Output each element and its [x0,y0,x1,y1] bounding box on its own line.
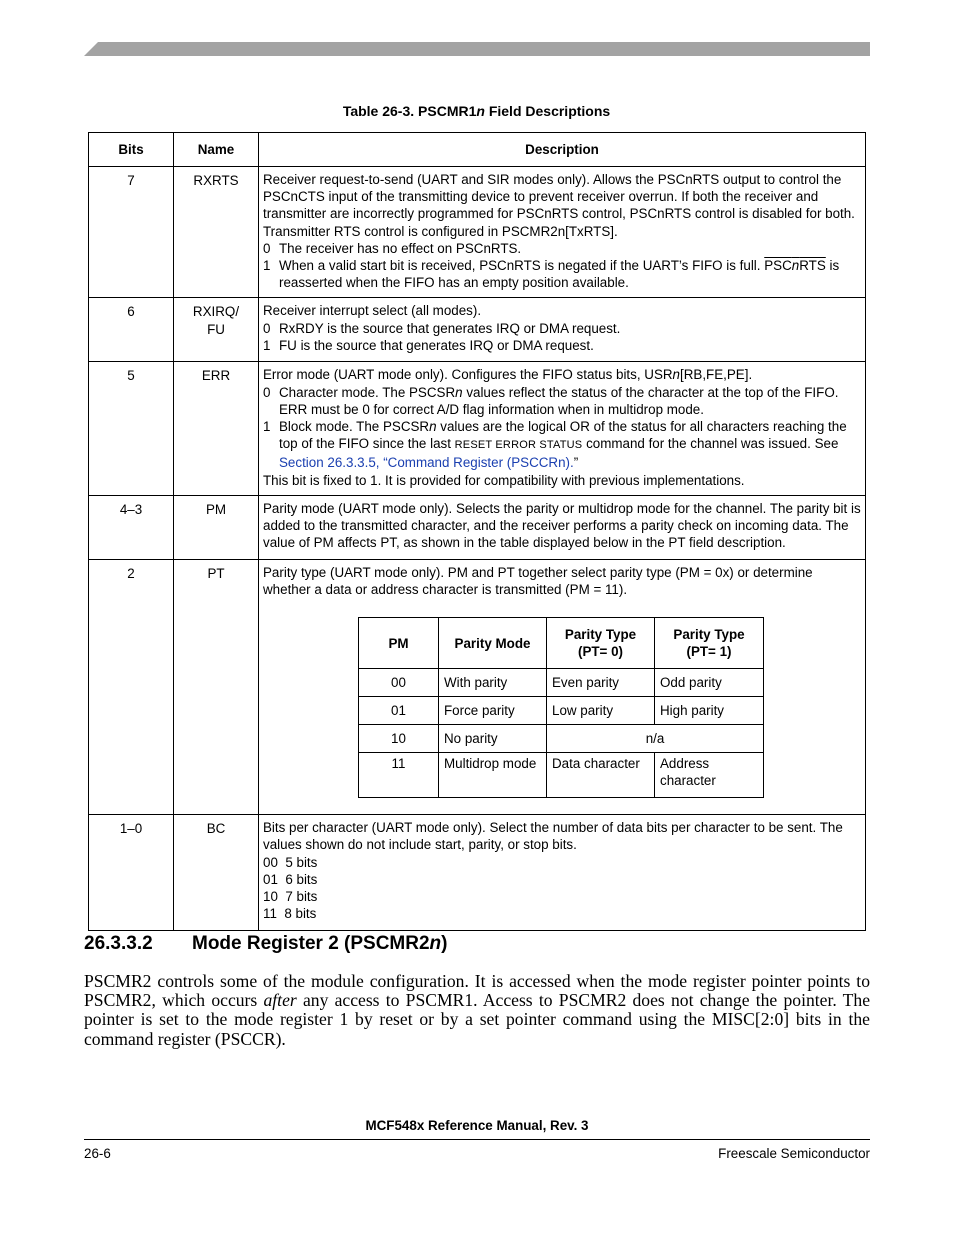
list-item: 10 7 bits [263,889,318,905]
parity-pm: 01 [359,697,439,725]
description-cell [259,362,866,495]
parity-pt0: Even parity [547,669,655,697]
footer-title: MCF548x Reference Manual, Rev. 3 [365,1118,589,1133]
parity-row [359,725,764,753]
footer-company: Freescale Semiconductor [718,1146,870,1161]
section-heading: 26.3.3.2 Mode Register 2 (PSCMR2n) [84,933,448,954]
parity-header-mode: Parity Mode [439,618,547,669]
table-row [89,298,866,362]
name-cell: PM [174,495,259,559]
parity-merged: n/a [547,725,764,753]
bits-cell: 4–3 [89,495,174,559]
name-cell: RXRTS [174,167,259,298]
list-item: 1 When a valid start bit is received, PSCnRTS is negated if the UART’s FIFO is full. PSCnRTS is reasserted when the FIFO has an empty position available. [263,258,840,291]
description-cell [259,167,866,298]
parity-header-row [359,618,764,669]
table-row [89,167,866,298]
bits-cell: 2 [89,559,174,814]
bits-cell: 5 [89,362,174,495]
parity-table [358,617,764,798]
parity-pt1: Odd parity [655,669,764,697]
list-item: 1 FU is the source that generates IRQ or DMA request. [263,337,594,353]
header-description: Description [259,133,866,167]
parity-pt1: High parity [655,697,764,725]
parity-pm: 00 [359,669,439,697]
table-caption: Table 26-3. PSCMR1n Field Descriptions [342,103,611,119]
table-row [89,559,866,814]
list-item: 01 6 bits [263,871,318,887]
field-descriptions-table [88,132,866,931]
description-cell [259,495,866,559]
description-text: Parity type (UART mode only). PM and PT together select parity type (PM = 0x) or determine whether a data or address character is transmitted (PM = 11). [263,564,813,598]
description-cell [259,559,866,814]
bits-cell: 6 [89,298,174,362]
header-bar [84,42,870,56]
name-cell: ERR [174,362,259,495]
table-row [89,815,866,931]
parity-header-pt1: Parity Type (PT= 1) [655,618,764,669]
footer-divider [84,1139,870,1140]
parity-mode: No parity [439,725,547,753]
parity-row [359,669,764,697]
description-text: Parity mode (UART mode only). Selects the parity or multidrop mode for the channel. The parity bit is added to the transmitted character, and the receiver performs a parity check on incoming data. The value of PM affects PT, as shown in the table displayed below in the PT field description. [263,500,861,551]
parity-pt0: Low parity [547,697,655,725]
header-bits: Bits [89,133,174,167]
description-cell [259,298,866,362]
list-item: 0 Character mode. The PSCSRn values reflect the status of the character at the top of the FIFO. ERR must be 0 for correct A/D flag information when in multidrop mode. [263,384,839,417]
bits-cell: 7 [89,167,174,298]
parity-pm: 11 [359,753,439,798]
description-text: Receiver request-to-send (UART and SIR modes only). Allows the PSCnRTS output to control the PSCnCTS input of the transmitting device to prevent receiver overrun. If both the receiver and transmitter are incorrectly programmed for PSCnRTS control, PSCnRTS control is disabled for both. Transmitter RTS control is configured in PSCMR2n[TxRTS]. [263,172,855,239]
overlined-signal: PSCnRTS [764,258,826,274]
parity-mode: Force parity [439,697,547,725]
parity-pt0: Data character [547,753,655,798]
parity-pt1: Address character [655,753,764,798]
note-text: This bit is fixed to 1. It is provided for compatibility with previous implementations. [263,472,745,488]
name-cell: BC [174,815,259,931]
name-cell: RXIRQ/ FU [174,298,259,362]
description-text: Bits per character (UART mode only). Select the number of data bits per character to be sent. The values shown do not include start, parity, or stop bits. [263,820,843,853]
description-cell [259,815,866,931]
description-text: Error mode (UART mode only). Configures the FIFO status bits, USRn[RB,FE,PE]. [263,367,753,383]
parity-mode: With parity [439,669,547,697]
list-item: 1 Block mode. The PSCSRn values are the logical OR of the status for all characters reaching the top of the FIFO since the last RESET ERROR STATUS command for the channel was issued. See Section 26.3.3.5, “Command Register (PSCCRn).” [263,419,847,471]
parity-header-pm: PM [359,618,439,669]
parity-header-pt0: Parity Type (PT= 0) [547,618,655,669]
table-row [89,362,866,495]
table-row [89,495,866,559]
bits-cell: 1–0 [89,815,174,931]
list-item: 00 5 bits [263,854,318,870]
description-text: Receiver interrupt select (all modes). [263,303,482,319]
list-item: 0 The receiver has no effect on PSCnRTS. [263,240,522,256]
parity-mode: Multidrop mode [439,753,547,798]
list-item: 11 8 bits [263,906,317,922]
body-paragraph: PSCMR2 controls some of the module configuration. It is accessed when the mode register pointer points to PSCMR2, which occurs after any access to PSCMR1. Access to PSCMR2 does not change the pointer. The pointer is set to the mode register 1 by reset or by a set pointer command using the MISC[2:0] bits in the command register (PSCCR). [84,971,870,1049]
page-number: 26-6 [84,1146,111,1161]
table-header-row [89,133,866,167]
section-link[interactable]: Section 26.3.3.5, “Command Register (PSCCRn). [279,455,574,471]
header-name: Name [174,133,259,167]
list-item: 0 RxRDY is the source that generates IRQ or DMA request. [263,320,621,336]
parity-pm: 10 [359,725,439,753]
parity-row [359,753,764,798]
parity-row [359,697,764,725]
name-cell: PT [174,559,259,814]
